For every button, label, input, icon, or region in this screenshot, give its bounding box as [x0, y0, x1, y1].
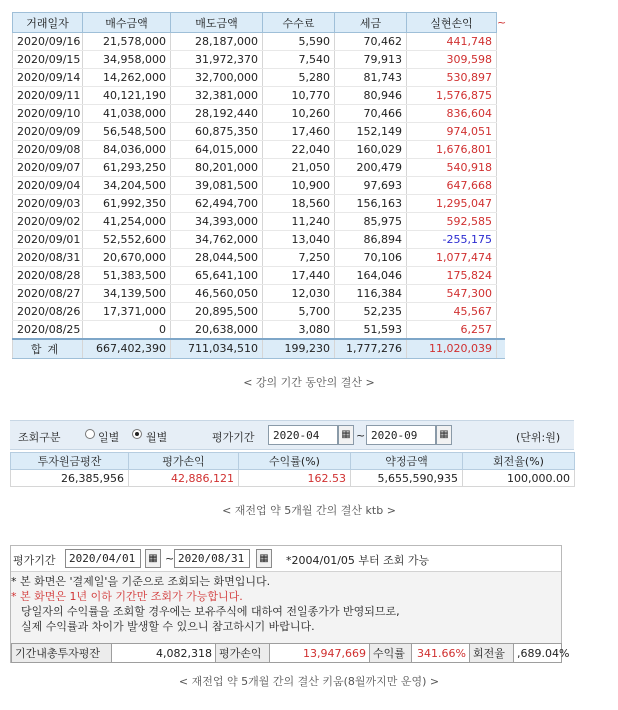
- period-from-input[interactable]: 2020-04: [268, 425, 338, 445]
- header-return-rate: 수익률(%): [239, 453, 351, 470]
- period-from-input[interactable]: 2020/04/01: [65, 549, 141, 568]
- cell-realized-pnl: 1,295,047: [407, 195, 497, 213]
- cell-tax: 51,593: [335, 321, 407, 339]
- cell-overflow: [497, 303, 505, 321]
- cell-sell-amount: 64,015,000: [171, 141, 263, 159]
- cell-fee: 5,590: [263, 33, 335, 51]
- total-fee: 199,230: [263, 339, 335, 359]
- ktb-search-bar: [10, 420, 574, 450]
- table-row[interactable]: [13, 213, 505, 231]
- table-row: [12, 644, 562, 663]
- cell-fee: 7,540: [263, 51, 335, 69]
- cell-buy-amount: 61,992,350: [83, 195, 171, 213]
- header-avg-principal: 투자원금평잔: [11, 453, 129, 470]
- cell-realized-pnl: 1,077,474: [407, 249, 497, 267]
- radio-monthly[interactable]: [132, 429, 142, 439]
- calendar-icon[interactable]: ▦: [436, 425, 452, 445]
- cell-date: 2020/09/16: [13, 33, 83, 51]
- cell-sell-amount: 20,895,500: [171, 303, 263, 321]
- cell-fee: 5,700: [263, 303, 335, 321]
- cell-sell-amount: 28,187,000: [171, 33, 263, 51]
- column-header-sell-amount[interactable]: 매도금액: [171, 13, 263, 33]
- period-label: 평가기간: [13, 554, 56, 567]
- cell-buy-amount: 34,958,000: [83, 51, 171, 69]
- notice-text: [11, 574, 561, 634]
- cell-buy-amount: 52,552,600: [83, 231, 171, 249]
- table-row[interactable]: [13, 231, 505, 249]
- cell-realized-pnl: 540,918: [407, 159, 497, 177]
- cell-overflow: [497, 105, 505, 123]
- value-turnover: 100,000.00: [463, 470, 575, 487]
- trade-rows: [13, 33, 505, 359]
- column-header-realized-pnl[interactable]: 실현손익: [407, 13, 497, 33]
- notice-line: 당일자의 수익률을 조회할 경우에는 보유주식에 대하여 전일종가가 반영되므로,: [21, 605, 400, 618]
- kiwoom-evaluation-panel: [10, 545, 570, 663]
- cell-overflow: [497, 33, 505, 51]
- column-header-fee[interactable]: 수수료: [263, 13, 335, 33]
- cell-tax: 164,046: [335, 267, 407, 285]
- period-tilde: ~: [356, 429, 366, 442]
- cell-overflow: [497, 141, 505, 159]
- cell-buy-amount: 20,670,000: [83, 249, 171, 267]
- cell-overflow: [497, 213, 505, 231]
- cell-tax: 85,975: [335, 213, 407, 231]
- value-eval-pnl: 13,947,669: [270, 644, 370, 663]
- cell-fee: 3,080: [263, 321, 335, 339]
- table-row[interactable]: [13, 105, 505, 123]
- cell-tax: 52,235: [335, 303, 407, 321]
- radio-daily[interactable]: [85, 429, 95, 439]
- cell-sell-amount: 32,381,000: [171, 87, 263, 105]
- cell-tax: 70,106: [335, 249, 407, 267]
- column-header-date[interactable]: 거래일자: [13, 13, 83, 33]
- table-row[interactable]: [13, 51, 505, 69]
- cell-sell-amount: 46,560,050: [171, 285, 263, 303]
- cell-fee: 17,440: [263, 267, 335, 285]
- label-return-rate: 수익률: [370, 644, 412, 663]
- cell-sell-amount: 32,700,000: [171, 69, 263, 87]
- value-eval-pnl: 42,886,121: [129, 470, 239, 487]
- cell-sell-amount: 60,875,350: [171, 123, 263, 141]
- table-row[interactable]: [13, 285, 505, 303]
- cell-overflow: [497, 267, 505, 285]
- table-header-row: [13, 13, 505, 33]
- cell-fee: 17,460: [263, 123, 335, 141]
- cell-fee: 12,030: [263, 285, 335, 303]
- available-from-hint: *2004/01/05 부터 조회 가능: [286, 554, 430, 567]
- cell-overflow: [497, 339, 505, 359]
- cell-fee: 5,280: [263, 69, 335, 87]
- cell-sell-amount: 28,044,500: [171, 249, 263, 267]
- notice-line: 실제 수익률과 차이가 발생할 수 있으니 참고하시기 바랍니다.: [21, 620, 315, 633]
- period-tilde: ~: [165, 552, 175, 565]
- total-buy-amount: 667,402,390: [83, 339, 171, 359]
- cell-realized-pnl: 45,567: [407, 303, 497, 321]
- table-row[interactable]: [13, 123, 505, 141]
- cell-sell-amount: 80,201,000: [171, 159, 263, 177]
- cell-date: 2020/09/15: [13, 51, 83, 69]
- cell-fee: 18,560: [263, 195, 335, 213]
- cell-buy-amount: 34,139,500: [83, 285, 171, 303]
- header-turnover: 회전율(%): [463, 453, 575, 470]
- cell-tax: 160,029: [335, 141, 407, 159]
- calendar-icon[interactable]: ▦: [338, 425, 354, 445]
- period-to-input[interactable]: 2020-09: [366, 425, 436, 445]
- cell-realized-pnl: 1,676,801: [407, 141, 497, 159]
- table-row: [11, 470, 575, 487]
- cell-realized-pnl: 6,257: [407, 321, 497, 339]
- cell-fee: 13,040: [263, 231, 335, 249]
- cell-realized-pnl: 547,300: [407, 285, 497, 303]
- cell-overflow: [497, 285, 505, 303]
- cell-realized-pnl: 974,051: [407, 123, 497, 141]
- table-row[interactable]: [13, 141, 505, 159]
- cell-sell-amount: 31,972,370: [171, 51, 263, 69]
- cell-date: 2020/09/07: [13, 159, 83, 177]
- cell-realized-pnl: 530,897: [407, 69, 497, 87]
- value-return-rate: 162.53: [239, 470, 351, 487]
- cell-overflow: [497, 123, 505, 141]
- cell-date: 2020/08/31: [13, 249, 83, 267]
- cell-overflow: [497, 159, 505, 177]
- value-contract-amount: 5,655,590,935: [351, 470, 463, 487]
- total-realized-pnl: 11,020,039: [407, 339, 497, 359]
- cell-tax: 70,466: [335, 105, 407, 123]
- value-avg-investment: 4,082,318: [112, 644, 216, 663]
- notice-line: * 본 화면은 '결제일'을 기준으로 조회되는 화면입니다.: [11, 575, 271, 588]
- header-eval-pnl: 평가손익: [129, 453, 239, 470]
- calendar-icon[interactable]: ▦: [256, 549, 272, 568]
- cell-buy-amount: 41,038,000: [83, 105, 171, 123]
- cell-fee: 10,260: [263, 105, 335, 123]
- header-contract-amount: 약정금액: [351, 453, 463, 470]
- cell-tax: 200,479: [335, 159, 407, 177]
- cell-date: 2020/09/04: [13, 177, 83, 195]
- radio-monthly-label[interactable]: 월별: [146, 431, 168, 444]
- table-row[interactable]: [13, 159, 505, 177]
- table-row[interactable]: [13, 303, 505, 321]
- cell-buy-amount: 56,548,500: [83, 123, 171, 141]
- calendar-icon[interactable]: ▦: [145, 549, 161, 568]
- cell-buy-amount: 14,262,000: [83, 69, 171, 87]
- cell-tax: 79,913: [335, 51, 407, 69]
- cell-realized-pnl: 309,598: [407, 51, 497, 69]
- cell-realized-pnl: 647,668: [407, 177, 497, 195]
- value-return-rate: 341.66%: [412, 644, 470, 663]
- cell-fee: 11,240: [263, 213, 335, 231]
- total-row: [13, 339, 505, 359]
- ktb-evaluation-panel: [10, 420, 574, 488]
- table-header-row: [11, 453, 575, 470]
- cell-overflow: [497, 177, 505, 195]
- cell-tax: 80,946: [335, 87, 407, 105]
- cell-realized-pnl: 441,748: [407, 33, 497, 51]
- cell-overflow: [497, 195, 505, 213]
- cell-date: 2020/09/02: [13, 213, 83, 231]
- cell-date: 2020/09/01: [13, 231, 83, 249]
- cell-buy-amount: 51,383,500: [83, 267, 171, 285]
- notice-line-warning: * 본 화면은 1년 이하 기간만 조회가 가능합니다.: [11, 590, 243, 603]
- cell-realized-pnl: 1,576,875: [407, 87, 497, 105]
- ktb-summary-table: [10, 452, 575, 487]
- cell-tax: 152,149: [335, 123, 407, 141]
- cell-tax: 116,384: [335, 285, 407, 303]
- cell-date: 2020/09/11: [13, 87, 83, 105]
- table-row[interactable]: [13, 177, 505, 195]
- cell-overflow: [497, 87, 505, 105]
- kiwoom-summary-row: [11, 643, 570, 663]
- total-tax: 1,777,276: [335, 339, 407, 359]
- cell-date: 2020/09/14: [13, 69, 83, 87]
- radio-daily-label[interactable]: 일별: [98, 431, 120, 444]
- cell-tax: 97,693: [335, 177, 407, 195]
- cell-buy-amount: 61,293,250: [83, 159, 171, 177]
- label-eval-pnl: 평가손익: [216, 644, 270, 663]
- value-turnover: ,689.04%: [514, 644, 562, 663]
- column-header-overflow: ~: [497, 13, 505, 33]
- cell-buy-amount: 84,036,000: [83, 141, 171, 159]
- column-header-tax[interactable]: 세금: [335, 13, 407, 33]
- cell-realized-pnl: -255,175: [407, 231, 497, 249]
- cell-buy-amount: 17,371,000: [83, 303, 171, 321]
- value-avg-principal: 26,385,956: [11, 470, 129, 487]
- cell-date: 2020/08/28: [13, 267, 83, 285]
- cell-buy-amount: 41,254,000: [83, 213, 171, 231]
- period-label: 평가기간: [212, 431, 255, 444]
- cell-fee: 10,770: [263, 87, 335, 105]
- cell-date: 2020/08/25: [13, 321, 83, 339]
- cell-sell-amount: 20,638,000: [171, 321, 263, 339]
- cell-sell-amount: 34,393,000: [171, 213, 263, 231]
- period-to-input[interactable]: 2020/08/31: [174, 549, 250, 568]
- cell-date: 2020/08/27: [13, 285, 83, 303]
- table-row[interactable]: [13, 249, 505, 267]
- table-row[interactable]: [13, 87, 505, 105]
- cell-date: 2020/08/26: [13, 303, 83, 321]
- cell-sell-amount: 39,081,500: [171, 177, 263, 195]
- table-row[interactable]: [13, 195, 505, 213]
- table-row[interactable]: [13, 267, 505, 285]
- cell-sell-amount: 34,762,000: [171, 231, 263, 249]
- cell-fee: 7,250: [263, 249, 335, 267]
- cell-tax: 81,743: [335, 69, 407, 87]
- caption-lecture-period: < 강의 기간 동안의 결산 >: [243, 376, 375, 389]
- column-header-buy-amount[interactable]: 매수금액: [83, 13, 171, 33]
- cell-date: 2020/09/10: [13, 105, 83, 123]
- cell-buy-amount: 40,121,190: [83, 87, 171, 105]
- cell-realized-pnl: 175,824: [407, 267, 497, 285]
- total-label: 합계: [13, 339, 83, 359]
- cell-date: 2020/09/09: [13, 123, 83, 141]
- cell-buy-amount: 0: [83, 321, 171, 339]
- cell-fee: 22,040: [263, 141, 335, 159]
- kiwoom-search-bar: [11, 546, 561, 572]
- table-row[interactable]: [13, 69, 505, 87]
- label-turnover: 회전율: [470, 644, 514, 663]
- cell-realized-pnl: 592,585: [407, 213, 497, 231]
- table-row[interactable]: [13, 321, 505, 339]
- cell-sell-amount: 65,641,100: [171, 267, 263, 285]
- cell-tax: 70,462: [335, 33, 407, 51]
- cell-fee: 10,900: [263, 177, 335, 195]
- cell-overflow: [497, 231, 505, 249]
- cell-buy-amount: 21,578,000: [83, 33, 171, 51]
- cell-tax: 156,163: [335, 195, 407, 213]
- trade-history-table: [12, 12, 505, 359]
- cell-overflow: [497, 51, 505, 69]
- caption-ktb: < 재전업 약 5개월 간의 결산 ktb >: [222, 504, 396, 517]
- unit-label: (단위:원): [516, 431, 561, 444]
- table-row[interactable]: [13, 33, 505, 51]
- cell-buy-amount: 34,204,500: [83, 177, 171, 195]
- cell-sell-amount: 62,494,700: [171, 195, 263, 213]
- cell-date: 2020/09/08: [13, 141, 83, 159]
- cell-realized-pnl: 836,604: [407, 105, 497, 123]
- label-avg-investment: 기간내총투자평잔: [12, 644, 112, 663]
- cell-tax: 86,894: [335, 231, 407, 249]
- cell-overflow: [497, 249, 505, 267]
- total-sell-amount: 711,034,510: [171, 339, 263, 359]
- cell-overflow: [497, 69, 505, 87]
- query-type-label: 조회구분: [18, 431, 61, 444]
- cell-sell-amount: 28,192,440: [171, 105, 263, 123]
- caption-kiwoom: < 재전업 약 5개월 간의 결산 키움(8월까지만 운영) >: [178, 675, 440, 688]
- cell-overflow: [497, 321, 505, 339]
- cell-date: 2020/09/03: [13, 195, 83, 213]
- cell-fee: 21,050: [263, 159, 335, 177]
